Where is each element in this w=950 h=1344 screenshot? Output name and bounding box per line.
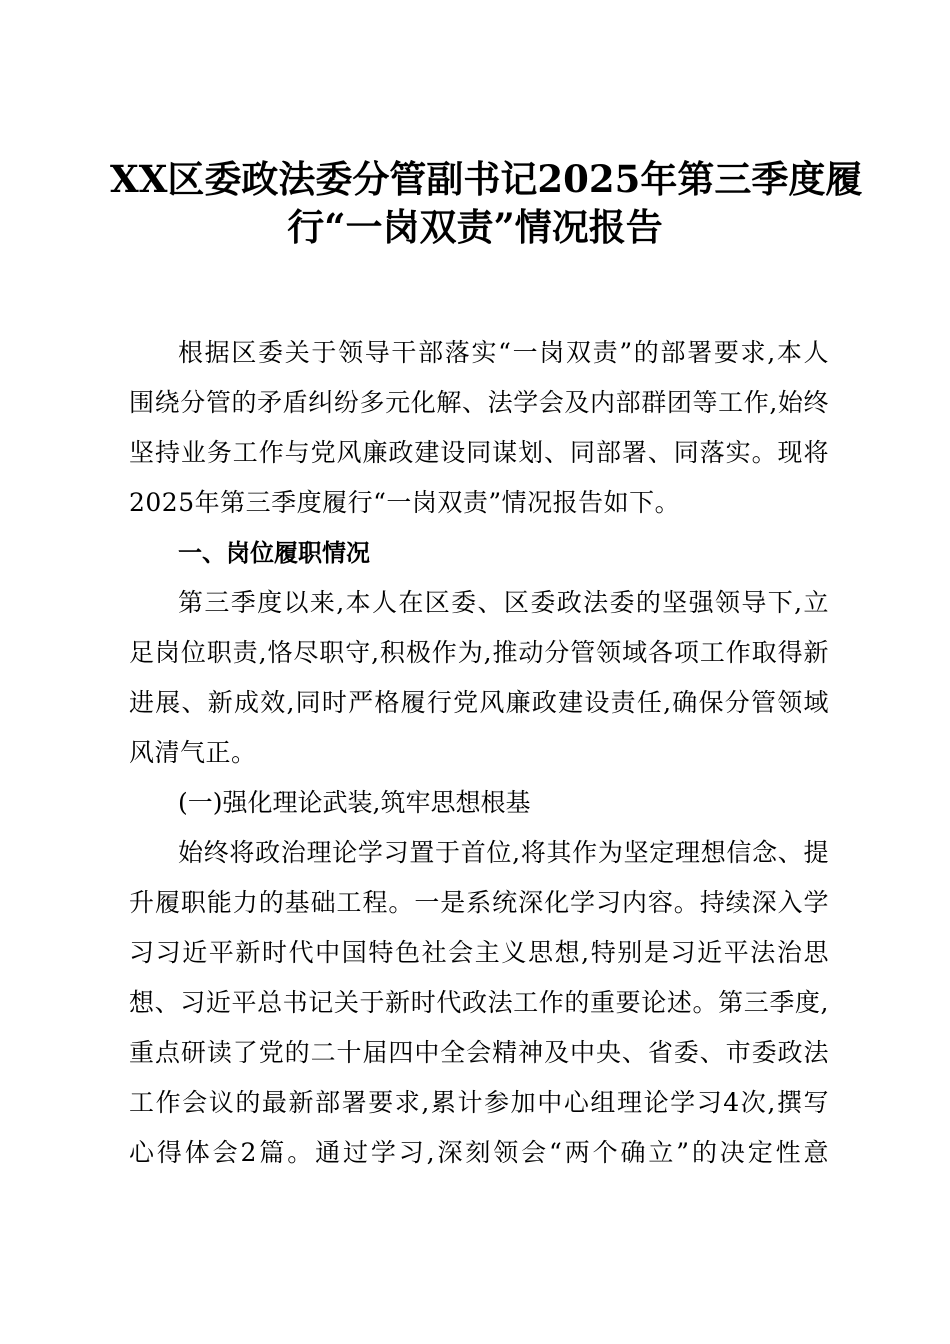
paragraph-line: 升履职能力的基础工程。一是系统深化学习内容。持续深入学 (129, 888, 829, 917)
paragraph-line: 习习近平新时代中国特色社会主义思想,特别是习近平法治思 (129, 938, 829, 967)
document-title-line-1: XX区委政法委分管副书记2025年第三季度履 (110, 157, 863, 201)
section-heading: 一、岗位履职情况 (178, 539, 370, 567)
subsection-heading: (一)强化理论武装,筑牢思想根基 (178, 788, 531, 817)
paragraph-line: 心得体会2篇。通过学习,深刻领会“两个确立”的决定性意 (129, 1138, 829, 1167)
paragraph-line: 风清气正。 (129, 738, 257, 767)
paragraph-line: 根据区委关于领导干部落实“一岗双责”的部署要求,本人 (178, 338, 829, 367)
paragraph-line: 坚持业务工作与党风廉政建设同谋划、同部署、同落实。现将 (129, 438, 829, 467)
paragraph-line: 进展、新成效,同时严格履行党风廉政建设责任,确保分管领域 (129, 688, 829, 717)
paragraph-line: 第三季度以来,本人在区委、区委政法委的坚强领导下,立 (178, 588, 829, 617)
paragraph-line: 围绕分管的矛盾纠纷多元化解、法学会及内部群团等工作,始终 (129, 388, 829, 417)
document-title-line-2: 行“一岗双责”情况报告 (287, 205, 663, 249)
paragraph-line: 工作会议的最新部署要求,累计参加中心组理论学习4次,撰写 (129, 1088, 829, 1117)
paragraph-line: 始终将政治理论学习置于首位,将其作为坚定理想信念、提 (178, 838, 829, 867)
paragraph-line: 想、习近平总书记关于新时代政法工作的重要论述。第三季度, (129, 988, 829, 1017)
paragraph-line: 足岗位职责,恪尽职守,积极作为,推动分管领域各项工作取得新 (129, 638, 829, 667)
paragraph-line: 2025年第三季度履行“一岗双责”情况报告如下。 (129, 488, 681, 517)
paragraph-line: 重点研读了党的二十届四中全会精神及中央、省委、市委政法 (129, 1038, 829, 1067)
